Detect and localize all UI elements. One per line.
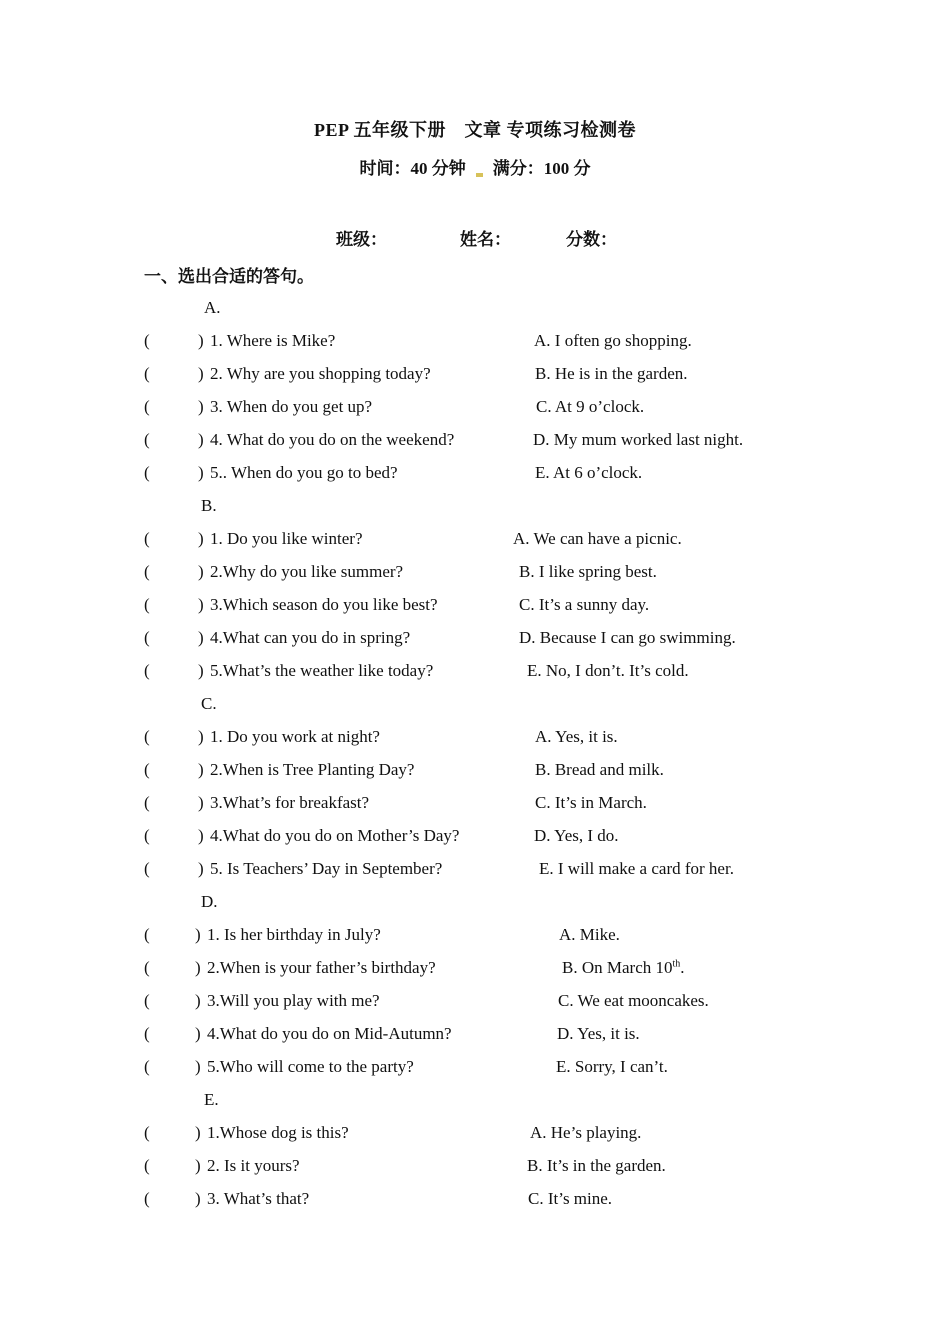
answer-paren-open: ( [144,1156,150,1175]
answer-paren-open: ( [144,430,150,449]
question-row [0,826,950,852]
question-text: 3. What’s that? [207,1189,310,1208]
answer-paren-close: ) [195,1123,201,1142]
answer-paren-open: ( [144,1123,150,1142]
exam-meta [0,154,950,179]
full-score: 满分：100 分 [492,159,591,178]
answer-paren-close: ) [198,661,204,680]
question-row [0,397,950,423]
answer-option: E. Sorry, I can’t. [556,1057,668,1076]
answer-option: D. Yes, I do. [534,826,619,845]
answer-paren-close: ) [195,958,201,977]
question-text: 2.When is Tree Planting Day? [210,760,415,779]
answer-paren-open: ( [144,859,150,878]
question-text: 5.What’s the weather like today? [210,661,434,680]
answer-option: E. I will make a card for her. [539,859,734,878]
question-row [0,628,950,654]
answer-paren-close: ) [198,331,204,350]
answer-paren-close: ) [195,925,201,944]
answer-paren-close: ) [198,364,204,383]
question-text: 1. Do you work at night? [210,727,380,746]
answer-paren-open: ( [144,1024,150,1043]
question-row [0,760,950,786]
question-row [0,529,950,555]
answer-option: A. Yes, it is. [535,727,618,746]
answer-option: B. He is in the garden. [535,364,688,383]
question-text: 5.. When do you go to bed? [210,463,398,482]
answer-paren-close: ) [198,760,204,779]
question-text: 3.Will you play with me? [207,991,380,1010]
answer-option: D. Yes, it is. [557,1024,640,1043]
question-text: 1. Do you like winter? [210,529,363,548]
answer-option: A. We can have a picnic. [513,529,682,548]
question-row [0,727,950,753]
question-row [0,991,950,1017]
group-label-c: C. [201,694,217,713]
group-label-b: B. [201,496,217,515]
answer-paren-open: ( [144,529,150,548]
question-text: 5. Is Teachers’ Day in September? [210,859,443,878]
answer-paren-open: ( [144,826,150,845]
question-row [0,364,950,390]
answer-paren-open: ( [144,958,150,977]
answer-option: D. Because I can go swimming. [519,628,736,647]
answer-paren-close: ) [198,397,204,416]
answer-paren-open: ( [144,628,150,647]
answer-option: A. I often go shopping. [534,331,692,350]
answer-paren-open: ( [144,364,150,383]
group-label-d: D. [201,892,218,911]
answer-paren-open: ( [144,331,150,350]
question-row [0,793,950,819]
group-label-e: E. [204,1090,219,1109]
answer-option: C. It’s in March. [535,793,647,812]
question-row [0,925,950,951]
answer-paren-close: ) [195,1057,201,1076]
answer-paren-close: ) [198,826,204,845]
answer-paren-open: ( [144,595,150,614]
question-row [0,331,950,357]
page-title: PEP 五年级下册 文章 专项练习检测卷 [313,120,636,140]
name-label: 姓名： [460,230,511,249]
highlight-mark [476,173,483,177]
question-row [0,661,950,687]
question-text: 2.When is your father’s birthday? [207,958,436,977]
answer-option: D. My mum worked last night. [533,430,744,449]
question-text: 1. Where is Mike? [210,331,336,350]
question-row [0,1156,950,1182]
answer-paren-close: ) [198,529,204,548]
answer-paren-open: ( [144,793,150,812]
answer-paren-close: ) [195,1156,201,1175]
question-text: 3.Which season do you like best? [210,595,438,614]
question-row [0,430,950,456]
section-heading: 一、选出合适的答句。 [144,267,314,286]
answer-paren-close: ) [198,463,204,482]
answer-paren-close: ) [198,859,204,878]
question-text: 1. Is her birthday in July? [207,925,381,944]
answer-paren-close: ) [198,628,204,647]
answer-option [562,958,685,978]
answer-option: C. It’s mine. [528,1189,613,1208]
answer-paren-close: ) [198,727,204,746]
answer-paren-close: ) [198,793,204,812]
answer-paren-open: ( [144,1057,150,1076]
student-info-line [0,225,950,249]
answer-option: A. Mike. [559,925,620,944]
answer-paren-close: ) [195,991,201,1010]
answer-paren-close: ) [198,562,204,581]
question-text: 4. What do you do on the weekend? [210,430,455,449]
points-label: 分数： [566,230,617,249]
time-limit: 时间：40 分钟 [359,159,466,178]
answer-option: C. We eat mooncakes. [558,991,709,1010]
group-label-a: A. [204,298,221,317]
question-text: 2. Why are you shopping today? [210,364,431,383]
answer-option: C. It’s a sunny day. [519,595,650,614]
question-text: 3.What’s for breakfast? [210,793,370,812]
question-row [0,958,950,984]
question-row [0,1123,950,1149]
question-text: 2.Why do you like summer? [210,562,404,581]
answer-paren-open: ( [144,1189,150,1208]
question-row [0,1189,950,1215]
answer-option: C. At 9 o’clock. [536,397,645,416]
question-text: 5.Who will come to the party? [207,1057,414,1076]
answer-paren-open: ( [144,760,150,779]
question-text: 1.Whose dog is this? [207,1123,349,1142]
answer-option: A. He’s playing. [530,1123,642,1142]
question-row [0,1024,950,1050]
answer-option: B. Bread and milk. [535,760,664,779]
answer-paren-close: ) [198,595,204,614]
question-text: 4.What can you do in spring? [210,628,411,647]
question-text: 2. Is it yours? [207,1156,300,1175]
question-row [0,463,950,489]
question-row [0,1057,950,1083]
answer-option: B. It’s in the garden. [527,1156,666,1175]
answer-paren-close: ) [195,1189,201,1208]
answer-option-text: B. On March 10 [562,958,673,977]
answer-option: E. At 6 o’clock. [535,463,643,482]
answer-option: B. I like spring best. [519,562,657,581]
answer-paren-open: ( [144,925,150,944]
question-text: 3. When do you get up? [210,397,373,416]
question-row [0,562,950,588]
answer-paren-close: ) [195,1024,201,1043]
answer-option: E. No, I don’t. It’s cold. [527,661,689,680]
answer-paren-open: ( [144,463,150,482]
answer-paren-open: ( [144,397,150,416]
answer-paren-close: ) [198,430,204,449]
answer-option-end: . [680,958,685,977]
question-text: 4.What do you do on Mid-Autumn? [207,1024,452,1043]
answer-paren-open: ( [144,727,150,746]
question-row [0,595,950,621]
question-row [0,859,950,885]
class-label: 班级： [336,230,387,249]
answer-paren-open: ( [144,991,150,1010]
question-text: 4.What do you do on Mother’s Day? [210,826,460,845]
answer-paren-open: ( [144,661,150,680]
ordinal-suffix: th [672,958,681,970]
answer-paren-open: ( [144,562,150,581]
